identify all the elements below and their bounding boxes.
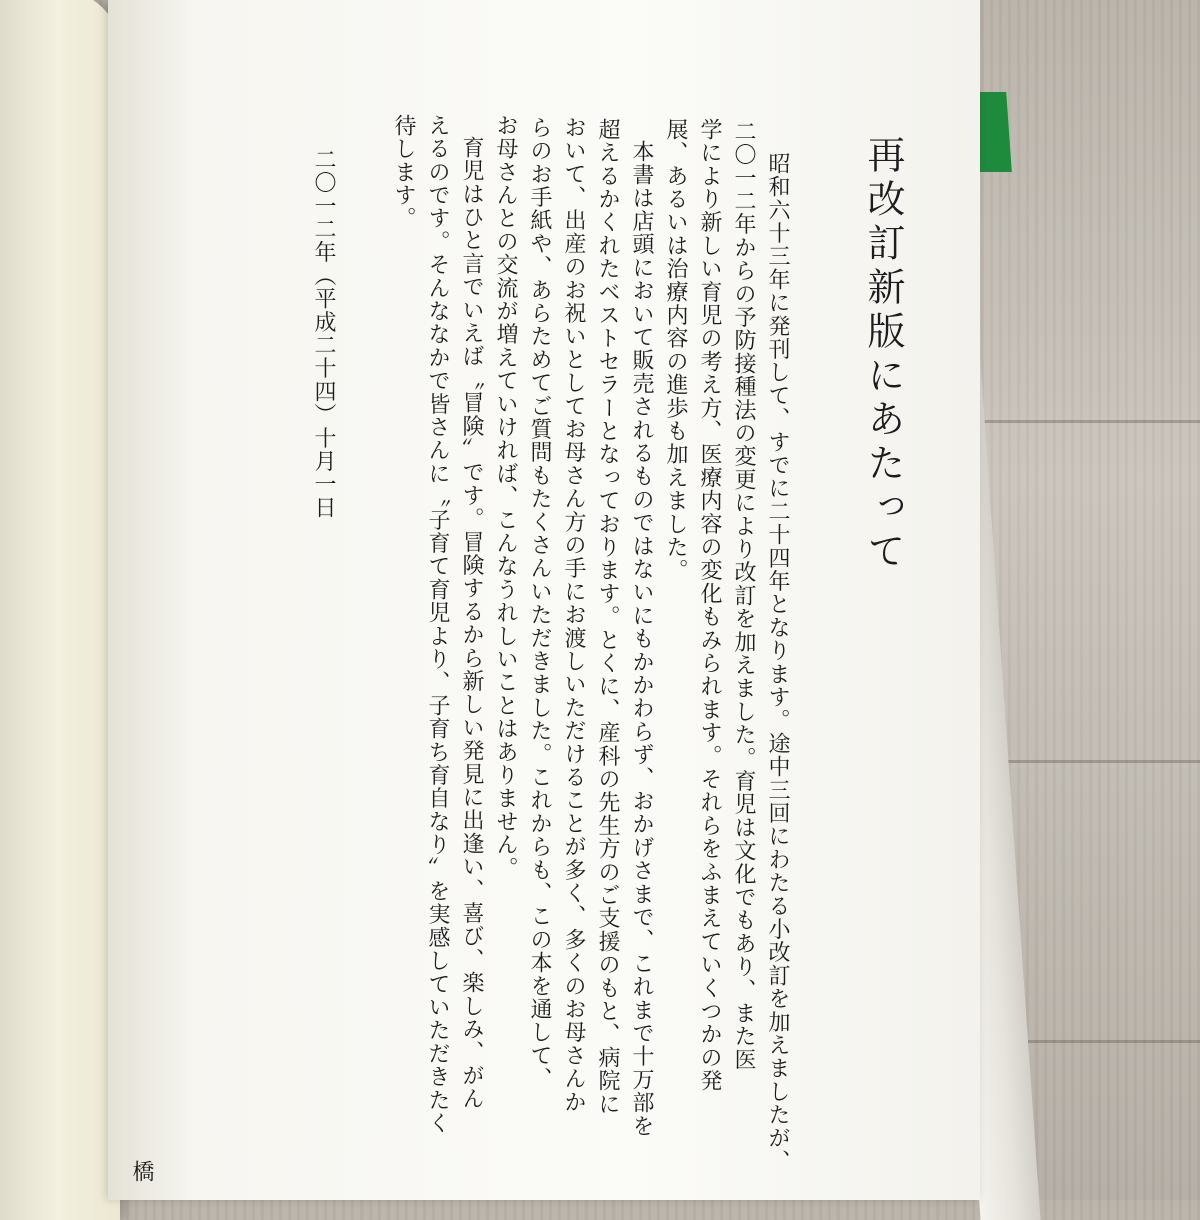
right-page bbox=[108, 0, 980, 1200]
text-line: 昭和六十三年に発刊して、すでに二十四年となります。途中三回にわたる小改訂を加えましたが、 bbox=[765, 152, 790, 1173]
text-line: おいて、出産のお祝いとしてお母さん方の手にお渡しいただけることが多く、多くのお母さんか bbox=[561, 116, 586, 1114]
text-line: 展、あるいは治療内容の進歩も加えました。 bbox=[663, 118, 688, 582]
page-title: 再改訂新版にあたって bbox=[861, 135, 905, 575]
text-line: 待します。 bbox=[391, 114, 416, 230]
author-name: 橋 bbox=[129, 1160, 154, 1184]
text-line: えるのです。そんななかで皆さんに〝子育て育児より、子育ち育自なり〟を実感していただきたく bbox=[425, 114, 450, 1135]
left-page bbox=[0, 0, 120, 1220]
text-line: 育児はひと言でいえば〝冒険〟です。冒険するから新しい発見に出逢い、喜び、楽しみ、がん bbox=[459, 136, 484, 1111]
text-line: 二〇一二年からの予防接種法の変更により改訂を加えました。育児は文化でもあり、また医 bbox=[731, 120, 756, 1072]
text-line: 超えるかくれたベストセラーとなっております。とくに、産科の先生方のご支援のもと、病院に bbox=[595, 118, 620, 1116]
text-line: 本書は店頭において販売されるものではないにもかかわらず、おかげさまで、これまで十万部を bbox=[629, 140, 654, 1138]
date-line: 二〇一二年（平成二十四）十月一日 bbox=[311, 148, 336, 520]
text-line: らのお手紙や、あらためてご質問もたくさんいただきました。これからも、この本を通して、 bbox=[527, 116, 552, 1091]
wood-seam bbox=[960, 420, 1200, 423]
text-line: 学により新しい育児の考え方、医療内容の変化もみられます。それらをふまえていくつかの発 bbox=[697, 118, 722, 1093]
show-through-text bbox=[808, 150, 831, 166]
text-line: お母さんとの交流が増えていければ、こんなうれしいことはありません。 bbox=[493, 114, 518, 880]
